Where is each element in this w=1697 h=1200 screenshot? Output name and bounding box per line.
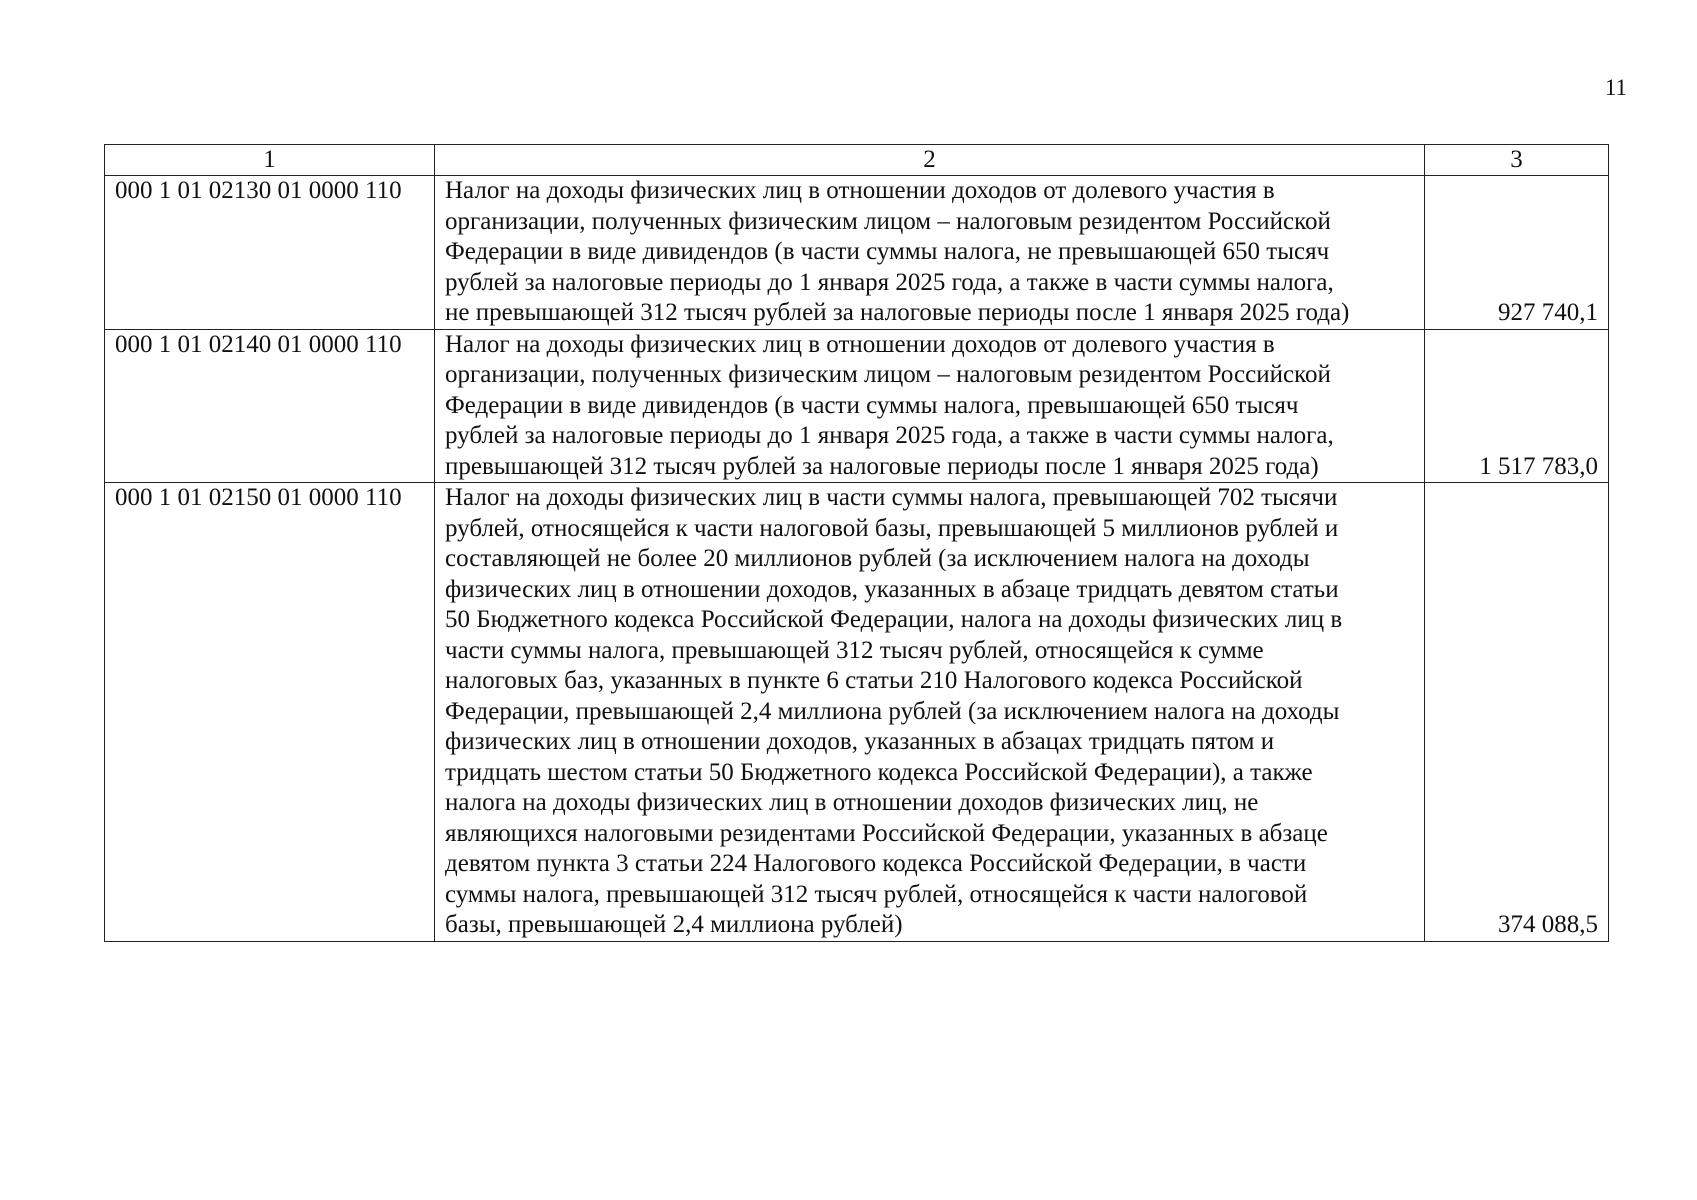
revenue-description [435,483,1425,942]
amount-value: 1 517 783,0 [1425,329,1609,483]
classification-code: 000 1 01 02150 01 0000 110 [105,483,435,942]
description-line: не превышающей 312 тысяч рублей за налоговые периоды после 1 января 2025 года) [445,299,1350,326]
description-line: Федерации в виде дивидендов (в части суммы налога, превышающей 650 тысяч [445,391,1299,419]
page-number: 11 [1604,75,1627,100]
header-column-2: 2 [435,145,1425,176]
classification-code: 000 1 01 02130 01 0000 110 [105,176,435,330]
description-line: базы, превышающей 2,4 миллиона рублей) [445,911,903,938]
amount-value: 374 088,5 [1425,483,1609,942]
description-line: Налог на доходы физических лиц в части суммы налога, превышающей 702 тысячи [445,484,1338,511]
header-column-3: 3 [1425,145,1609,176]
description-line: являющихся налоговыми резидентами Российской Федерации, указанных в абзаце [445,819,1328,847]
description-line: Федерации в виде дивидендов (в части суммы налога, не превышающей 650 тысяч [445,238,1330,265]
description-line: девятом пункта 3 статьи 224 Налогового кодекса Российской Федерации, в части [445,850,1307,877]
description-line: превышающей 312 тысяч рублей за налоговые периоды после 1 января 2025 года) [445,452,1319,480]
description-line: физических лиц в отношении доходов, указанных в абзацах тридцать пятом и [445,728,1275,755]
description-line: тридцать шестом статьи 50 Бюджетного кодекса Российской Федерации), а также [445,758,1313,786]
amount-value: 927 740,1 [1425,176,1609,330]
description-line: составляющей не более 20 миллионов рублей (за исключением налога на доходы [445,545,1310,572]
revenue-table-container [104,144,1608,942]
description-line: Налог на доходы физических лиц в отношении доходов от долевого участия в [445,330,1275,358]
table-row [105,329,1609,483]
description-line: рублей, относящейся к части налоговой базы, превышающей 5 миллионов рублей и [445,514,1339,542]
table-header-row [105,145,1609,176]
description-line: налога на доходы физических лиц в отношении доходов физических лиц, не [445,789,1259,816]
description-line: части суммы налога, превышающей 312 тысяч рублей, относящейся к сумме [445,636,1264,664]
table-row [105,176,1609,330]
description-line: рублей за налоговые периоды до 1 января 2025 года, а также в части суммы налога, [445,268,1334,296]
description-line: 50 Бюджетного кодекса Российской Федерации, налога на доходы физических лиц в [445,606,1343,633]
description-line: физических лиц в отношении доходов, указанных в абзаце тридцать девятом статьи [445,575,1339,603]
description-line: Федерации, превышающей 2,4 миллиона рублей (за исключением налога на доходы [445,697,1340,725]
table-row [105,483,1609,942]
description-line: организации, полученных физическим лицом – налоговым резидентом Российской [445,361,1331,388]
revenue-table [104,144,1609,942]
revenue-description [435,176,1425,330]
description-line: суммы налога, превышающей 312 тысяч рублей, относящейся к части налоговой [445,880,1308,908]
description-line: рублей за налоговые периоды до 1 января 2025 года, а также в части суммы налога, [445,422,1334,449]
description-line: Налог на доходы физических лиц в отношении доходов от долевого участия в [445,177,1275,204]
description-line: организации, полученных физическим лицом – налоговым резидентом Российской [445,207,1331,235]
classification-code: 000 1 01 02140 01 0000 110 [105,329,435,483]
header-column-1: 1 [105,145,435,176]
description-line: налоговых баз, указанных в пункте 6 статьи 210 Налогового кодекса Российской [445,667,1303,694]
revenue-description [435,329,1425,483]
